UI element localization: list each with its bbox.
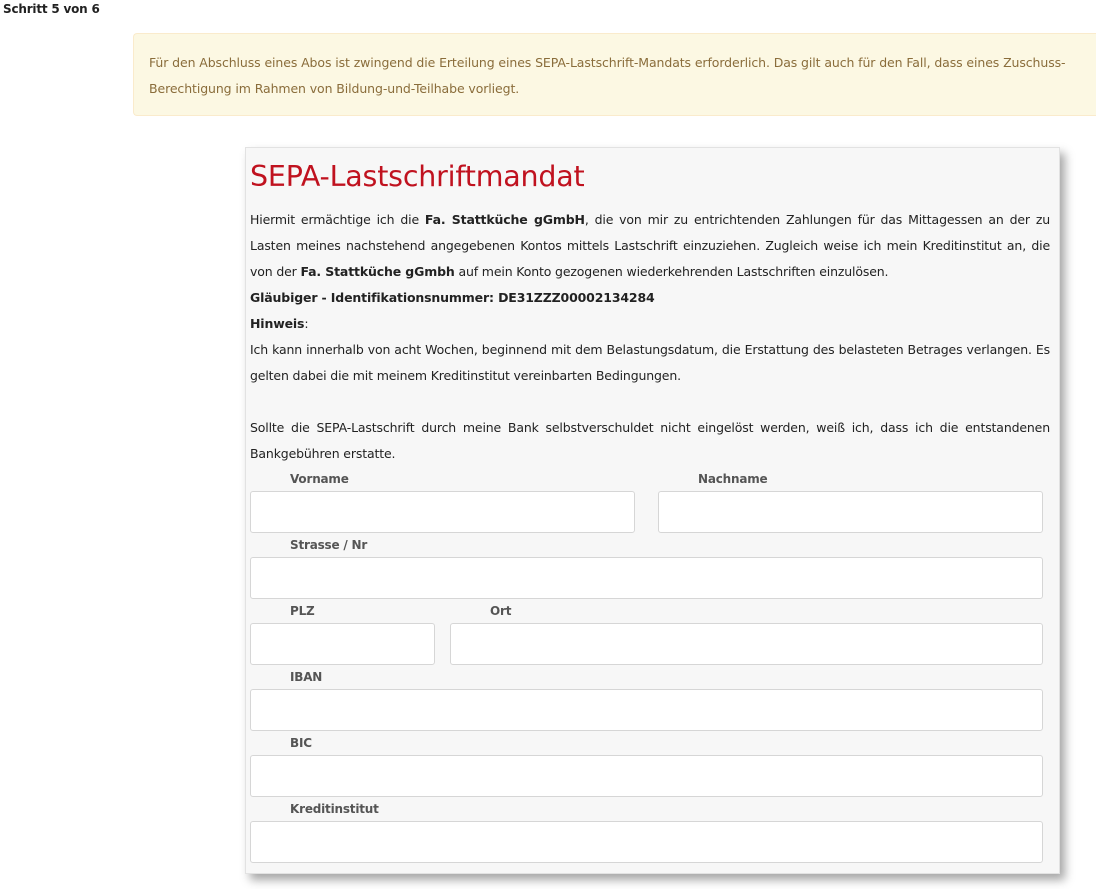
iban-input[interactable] [250, 689, 1043, 731]
sepa-mandate-card [245, 147, 1060, 874]
authorization-paragraph [250, 207, 1050, 285]
company-name: Fa. Stattküche gGmbh [300, 264, 455, 279]
authorization-text: , die von mir zu entrichtenden Zahlungen für das Mittagessen an der zu Lasten meines nachstehend angegebenen Kontos mittels Lastschrift einzuziehen. Zugleich weise ich mein Kreditinstitut an, die von der [250, 212, 1051, 279]
authorization-text: auf mein Konto gezogenen wiederkehrenden Lastschriften einzulösen. [454, 264, 889, 279]
bank-label: Kreditinstitut [290, 802, 379, 816]
iban-label: IBAN [290, 670, 323, 684]
firstname-label: Vorname [290, 472, 349, 486]
lastname-label: Nachname [698, 472, 768, 486]
step-indicator: Schritt 5 von 6 [3, 2, 100, 16]
city-input[interactable] [450, 623, 1043, 665]
city-label: Ort [490, 604, 512, 618]
company-name: Fa. Stattküche gGmbH [424, 212, 585, 227]
sepa-requirement-notice: Für den Abschluss eines Abos ist zwingend die Erteilung eines SEPA-Lastschrift-Mandats erforderlich. Das gilt auch für den Fall, dass eines Zuschuss-Berechtigung im Rahmen von Bildung-und-Teilhabe vorliegt. [133, 33, 1096, 116]
authorization-text: Hiermit ermächtige ich die [250, 212, 425, 227]
street-input[interactable] [250, 557, 1043, 599]
spacer [250, 389, 1050, 415]
bank-fee-text: Sollte die SEPA-Lastschrift durch meine Bank selbstverschuldet nicht eingelöst werden, weiß ich, dass ich die entstandenen Bankgebühren erstatte. [250, 420, 1050, 461]
zip-label: PLZ [290, 604, 315, 618]
zip-input[interactable] [250, 623, 435, 665]
hint-colon: : [304, 316, 309, 331]
bank-input[interactable] [250, 821, 1043, 863]
bic-label: BIC [290, 736, 312, 750]
bic-input[interactable] [250, 755, 1043, 797]
street-label: Strasse / Nr [290, 538, 368, 552]
creditor-id: Gläubiger - Identifikationsnummer: DE31ZZZ00002134284 [250, 290, 655, 305]
lastname-input[interactable] [658, 491, 1043, 533]
hint-text: Ich kann innerhalb von acht Wochen, beginnend mit dem Belastungsdatum, die Erstattung des belasteten Betrages verlangen. Es gelten dabei die mit meinem Kreditinstitut vereinbarten Bedingungen. [250, 342, 1050, 383]
hint-label: Hinweis [250, 316, 305, 331]
mandate-title: SEPA-Lastschriftmandat [250, 160, 585, 193]
hint-heading [250, 311, 1050, 337]
mandate-text [250, 207, 1050, 467]
firstname-input[interactable] [250, 491, 635, 533]
